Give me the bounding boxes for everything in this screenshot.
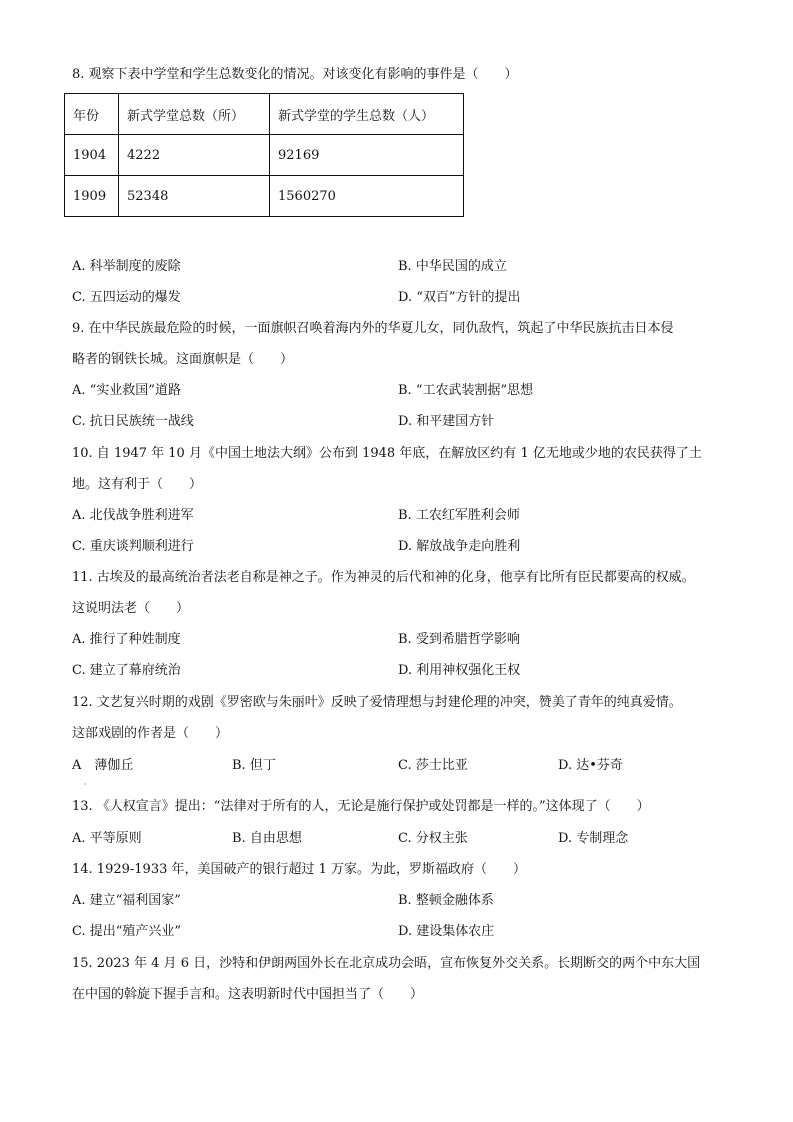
question-8-option-b: B. 中华民国的成立 xyxy=(398,259,507,274)
table-header-cell: 新式学堂总数（所） xyxy=(119,94,270,135)
question-11-stem-line-2: 这说明法老（ ） xyxy=(72,601,190,616)
question-11-option-c: C. 建立了幕府统治 xyxy=(72,663,181,678)
question-11-option-d: D. 利用神权强化王权 xyxy=(398,663,521,678)
table-cell: 92169 xyxy=(270,135,464,176)
question-14-option-b: B. 整顿金融体系 xyxy=(398,893,494,908)
table-cell: 1909 xyxy=(65,176,119,217)
question-11-option-b: B. 受到希腊哲学影响 xyxy=(398,632,520,647)
question-14-option-d: D. 建设集体农庄 xyxy=(398,924,495,939)
table-row xyxy=(65,135,464,176)
question-12-stem-line-2: 这部戏剧的作者是（ ） xyxy=(72,726,229,741)
question-13-option-b: B. 自由思想 xyxy=(232,831,302,846)
question-11-option-a: A. 推行了种姓制度 xyxy=(72,632,181,647)
question-8-option-c: C. 五四运动的爆发 xyxy=(72,290,181,305)
question-9-option-a: A. “实业救国”道路 xyxy=(72,383,181,398)
question-9-option-c: C. 抗日民族统一战线 xyxy=(72,414,194,429)
question-9-option-d: D. 和平建国方针 xyxy=(398,414,495,429)
table-header-cell: 新式学堂的学生总数（人） xyxy=(270,94,464,135)
table-cell: 1904 xyxy=(65,135,119,176)
stray-mark: · xyxy=(84,780,87,789)
question-11-stem-line-1: 11. 古埃及的最高统治者法老自称是神之子。作为神灵的后代和神的化身，他享有比所有臣民都要高的权威。 xyxy=(72,570,695,585)
school-stats-table xyxy=(64,93,464,217)
question-9-stem-line-1: 9. 在中华民族最危险的时候，一面旗帜召唤着海内外的华夏儿女，同仇敌忾，筑起了中华民族抗击日本侵 xyxy=(72,321,674,336)
question-12-stem-line-1: 12. 文艺复兴时期的戏剧《罗密欧与朱丽叶》反映了爱情理想与封建伦理的冲突，赞美了青年的纯真爱情。 xyxy=(72,695,682,710)
question-13-option-d: D. 专制理念 xyxy=(558,831,629,846)
question-10-option-c: C. 重庆谈判顺利进行 xyxy=(72,539,194,554)
question-14-stem: 14. 1929-1933 年，美国破产的银行超过 1 万家。为此，罗斯福政府（ ） xyxy=(72,862,527,877)
question-12-option-b: B. 但丁 xyxy=(232,758,276,773)
question-13-option-c: C. 分权主张 xyxy=(398,831,468,846)
question-10-option-b: B. 工农红军胜利会师 xyxy=(398,508,520,523)
question-9-stem-line-2: 略者的钢铁长城。这面旗帜是（ ） xyxy=(72,352,294,367)
question-12-option-c: C. 莎士比亚 xyxy=(398,758,468,773)
table-header-cell: 年份 xyxy=(65,94,119,135)
question-10-option-d: D. 解放战争走向胜利 xyxy=(398,539,521,554)
table-cell: 1560270 xyxy=(270,176,464,217)
question-10-stem-line-2: 地。这有利于（ ） xyxy=(72,477,203,492)
question-12-option-d: D. 达•芬奇 xyxy=(558,758,623,773)
question-10-stem-line-1: 10. 自 1947 年 10 月《中国土地法大纲》公布到 1948 年底，在解放区约有 1 亿无地或少地的农民获得了土 xyxy=(72,446,702,461)
question-8-option-a: A. 科举制度的废除 xyxy=(72,259,181,274)
question-14-option-c: C. 提出“殖产兴业” xyxy=(72,924,182,939)
question-9-option-b: B. “工农武装割据”思想 xyxy=(398,383,534,398)
question-15-stem-line-1: 15. 2023 年 4 月 6 日，沙特和伊朗两国外长在北京成功会晤，宣布恢复外交关系。长期断交的两个中东大国 xyxy=(72,956,701,971)
question-15-stem-line-2: 在中国的斡旋下握手言和。这表明新时代中国担当了（ ） xyxy=(72,987,424,1002)
question-13-stem: 13. 《人权宣言》提出：“法律对于所有的人，无论是施行保护或处罚都是一样的。”这体现了（ ） xyxy=(72,799,650,814)
question-10-option-a: A. 北伐战争胜利进军 xyxy=(72,508,194,523)
question-14-option-a: A. 建立“福利国家” xyxy=(72,893,181,908)
table-row xyxy=(65,176,464,217)
table-cell: 4222 xyxy=(119,135,270,176)
question-8-stem: 8. 观察下表中学堂和学生总数变化的情况。对该变化有影响的事件是（ ） xyxy=(72,67,518,82)
table-header-row xyxy=(65,94,464,135)
question-13-option-a: A. 平等原则 xyxy=(72,831,142,846)
question-8-option-d: D. “双百”方针的提出 xyxy=(398,290,521,305)
table-cell: 52348 xyxy=(119,176,270,217)
question-12-option-a: A 薄伽丘 xyxy=(72,758,134,773)
